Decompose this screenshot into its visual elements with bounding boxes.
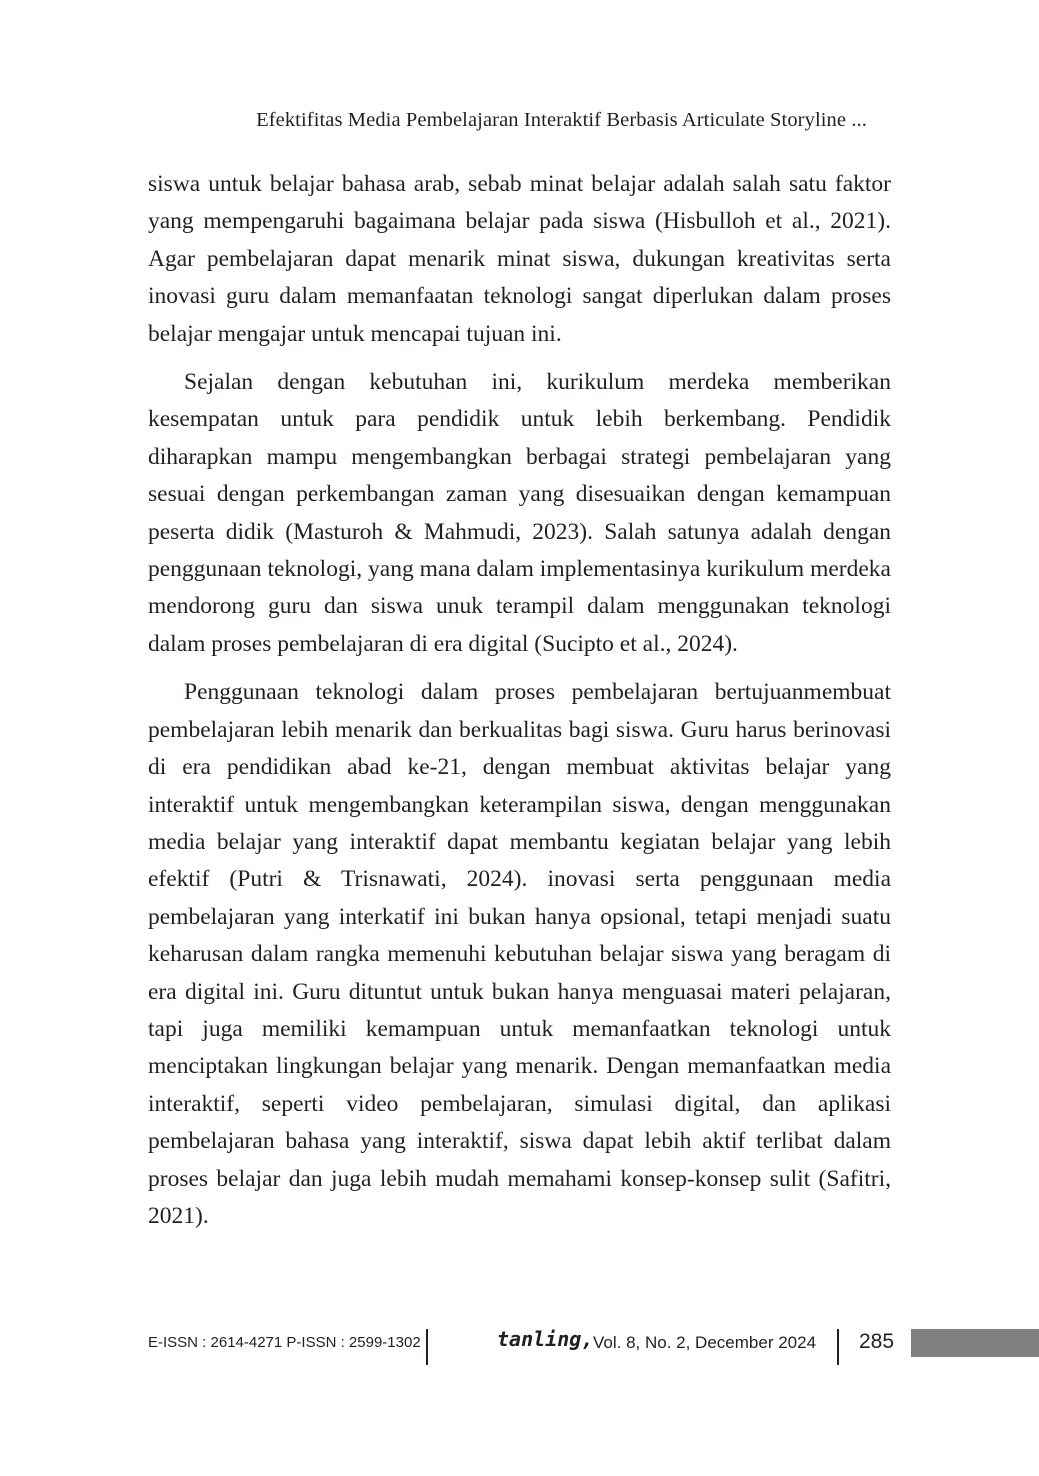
- page-footer: [0, 1328, 1039, 1368]
- journal-logo: tanling,: [497, 1327, 594, 1351]
- paragraph-1: siswa untuk belajar bahasa arab, sebab minat belajar adalah salah satu faktor yang mempengaruhi bagaimana belajar pada siswa (Hisbulloh et al., 2021). Agar pembelajaran dapat menarik minat siswa, dukungan kreativitas serta inovasi guru dalam memanfaatan teknologi sangat diperlukan dalam proses belajar mengajar untuk mencapai tujuan ini.: [148, 171, 891, 347]
- body-text: [148, 166, 891, 1246]
- footer-gray-bar: [911, 1329, 1039, 1357]
- paragraph-3: Penggunaan teknologi dalam proses pembelajaran bertujuanmembuat pembelajaran lebih menarik dan berkualitas bagi siswa. Guru harus berinovasi di era pendidikan abad ke-21, dengan membuat aktivitas belajar yang interaktif untuk mengembangkan keterampilan siswa, dengan menggunakan media belajar yang interaktif dapat membantu kegiatan belajar yang lebih efektif (Putri & Trisnawati, 2024). inovasi serta penggunaan media pembelajaran yang interkatif ini bukan hanya opsional, tetapi menjadi suatu keharusan dalam rangka memenuhi kebutuhan belajar siswa yang beragam di era digital ini. Guru dituntut untuk bukan hanya menguasai materi pelajaran, tapi juga memiliki kemampuan untuk memanfaatkan teknologi untuk menciptakan lingkungan belajar yang menarik. Dengan memanfaatkan media interaktif, seperti video pembelajaran, simulasi digital, dan aplikasi pembelajaran bahasa yang interaktif, siswa dapat lebih aktif terlibat dalam proses belajar dan juga lebih mudah memahami konsep-konsep sulit (Safitri, 2021).: [148, 679, 891, 1229]
- footer-divider-left: [426, 1329, 428, 1365]
- page-number: 285: [859, 1330, 895, 1353]
- issn-text: E-ISSN : 2614-4271 P-ISSN : 2599-1302: [148, 1334, 421, 1351]
- footer-divider-right: [837, 1329, 839, 1365]
- paragraph-2: Sejalan dengan kebutuhan ini, kurikulum merdeka memberikan kesempatan untuk para pendidik untuk lebih berkembang. Pendidik diharapkan mampu mengembangkan berbagai strategi pembelajaran yang sesuai dengan perkembangan zaman yang disesuaikan dengan kemampuan peserta didik (Masturoh & Mahmudi, 2023). Salah satunya adalah dengan penggunaan teknologi, yang mana dalam implementasinya kurikulum merdeka mendorong guru dan siswa unuk terampil dalam menggunakan teknologi dalam proses pembelajaran di era digital (Sucipto et al., 2024).: [148, 369, 891, 657]
- volume-info: Vol. 8, No. 2, December 2024: [593, 1333, 817, 1352]
- running-header: Efektifitas Media Pembelajaran Interaktif Berbasis Articulate Storyline ...: [256, 109, 867, 131]
